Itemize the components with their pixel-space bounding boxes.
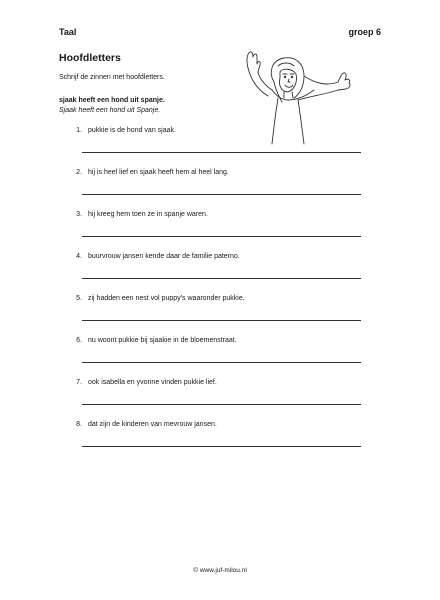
exercise-sentence: buurvrouw jansen kende daar de familie paterno. [88, 253, 240, 260]
subject-label: Taal [59, 27, 77, 37]
answer-line[interactable] [82, 446, 361, 447]
exercise-sentence: dat zijn de kinderen van mevrouw jansen. [88, 421, 217, 428]
instruction-text: Schrijf de zinnen met hoofdletters. [59, 74, 165, 81]
exercise-6 [70, 337, 370, 373]
exercise-5 [70, 295, 370, 331]
answer-line[interactable] [82, 152, 361, 153]
answer-line[interactable] [82, 404, 361, 405]
example-answer: Sjaak heeft een hond uit Spanje. [59, 107, 161, 114]
exercise-3 [70, 211, 370, 247]
page-title: Hoofdletters [59, 52, 121, 64]
answer-line[interactable] [82, 236, 361, 237]
answer-line[interactable] [82, 194, 361, 195]
exercise-number: 4. [76, 253, 82, 260]
exercise-number: 3. [76, 211, 82, 218]
exercise-number: 8. [76, 421, 82, 428]
exercise-sentence: ook isabella en yvonne vinden pukkie lief. [88, 379, 217, 386]
exercise-number: 5. [76, 295, 82, 302]
exercise-sentence: zij hadden een nest vol puppy’s waaronder pukkie. [88, 295, 245, 302]
exercise-8 [70, 421, 370, 457]
exercise-sentence: nu woont pukkie bij sjaakie in de bloemenstraat. [88, 337, 237, 344]
exercise-sentence: pukkie is de hond van sjaak. [88, 127, 176, 134]
exercise-number: 6. [76, 337, 82, 344]
exercise-number: 7. [76, 379, 82, 386]
exercise-2 [70, 169, 370, 205]
exercise-4 [70, 253, 370, 289]
exercise-sentence: hij kreeg hem toen ze in spanje waren. [88, 211, 208, 218]
exercise-number: 2. [76, 169, 82, 176]
answer-line[interactable] [82, 278, 361, 279]
copyright-footer: © www.juf-milou.nl [193, 567, 247, 574]
exercise-1 [70, 127, 370, 163]
exercise-7 [70, 379, 370, 415]
answer-line[interactable] [82, 320, 361, 321]
example-sentence: sjaak heeft een hond uit spanje. [59, 97, 165, 104]
exercise-sentence: hij is heel lief en sjaak heeft hem al heel lang. [88, 169, 229, 176]
exercise-number: 1. [76, 127, 82, 134]
answer-line[interactable] [82, 362, 361, 363]
group-label: groep 6 [348, 27, 381, 37]
